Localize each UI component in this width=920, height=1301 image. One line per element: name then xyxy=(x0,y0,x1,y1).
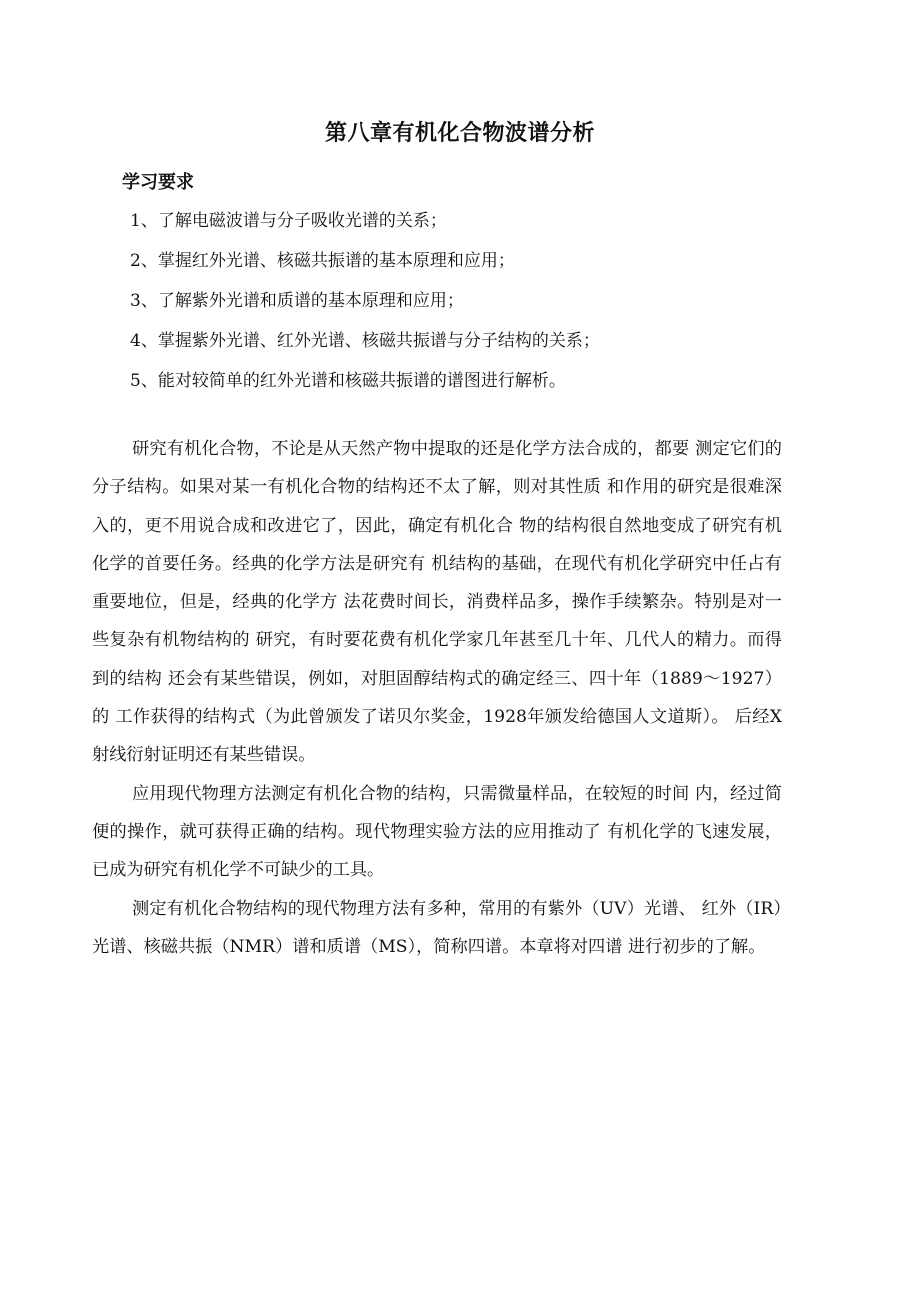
requirements-heading: 学习要求 xyxy=(122,172,194,193)
body-text xyxy=(92,430,782,966)
paragraph-four-spectra: 测定有机化合物结构的现代物理方法有多种，常用的有紫外（UV）光谱、 红外（IR）光谱、核磁共振（NMR）谱和质谱（MS），简称四谱。本章将对四谱 进行初步的了解。 xyxy=(92,898,782,957)
paragraph-modern-methods: 应用现代物理方法测定有机化合物的结构，只需微量样品，在较短的时间 内，经过简便的操作，就可获得正确的结构。现代物理实验方法的应用推动了 有机化学的飞速发展，已成为研究有机化学不可缺少的工具。 xyxy=(92,783,782,881)
requirement-item: 3、了解紫外光谱和质谱的基本原理和应用； xyxy=(130,291,464,311)
requirement-item: 4、掌握紫外光谱、红外光谱、核磁共振谱与分子结构的关系； xyxy=(130,331,600,351)
requirement-item: 2、掌握红外光谱、核磁共振谱的基本原理和应用； xyxy=(130,251,515,271)
paragraph-intro: 研究有机化合物，不论是从天然产物中提取的还是化学方法合成的，都要 测定它们的分子结构。如果对某一有机化合物的结构还不太了解，则对其性质 和作用的研究是很难深入的，更不用说合成和改进它了，因此，确定有机化合 物的结构很自然地变成了研究有机化学的首要任务。经典的化学方法是研究有 机结构的基础，在现代有机化学研究中任占有重要地位，但是，经典的化学方 法花费时间长，消费样品多，操作手续繁杂。特别是对一些复杂有机物结构的 研究，有时要花费有机化学家几年甚至几十年、几代人的精力。而得到的结构 还会有某些错误，例如，对胆固醇结构式的确定经三、四十年（1889～1927）的 工作获得的结构式（为此曾颁发了诺贝尔奖金，1928年颁发给德国人文道斯）。 后经X射线衍射证明还有某些错误。 xyxy=(92,439,782,766)
requirement-item: 5、能对较简单的红外光谱和核磁共振谱的谱图进行解析。 xyxy=(130,371,566,391)
requirements-list xyxy=(130,204,830,404)
chapter-title: 第八章有机化合物波谱分析 xyxy=(324,121,595,146)
requirement-item: 1、了解电磁波谱与分子吸收光谱的关系； xyxy=(130,211,447,231)
